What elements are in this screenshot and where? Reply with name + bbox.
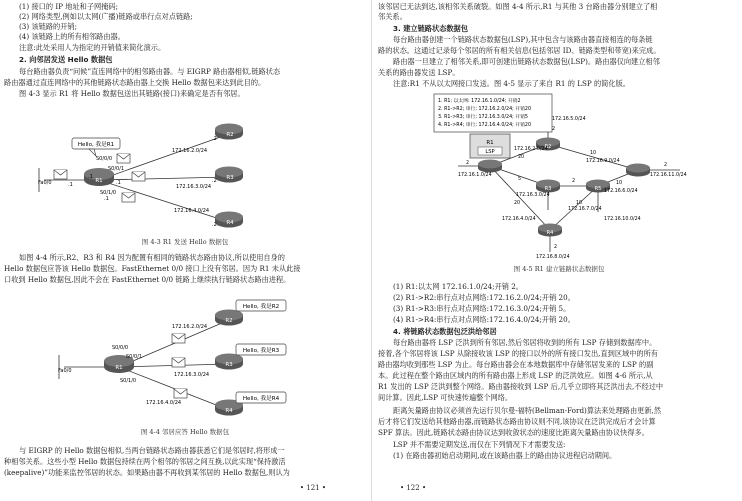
network-label: 172.16.11.0/24 xyxy=(650,173,687,178)
network-label: 172.16.7.0/24 xyxy=(568,207,602,212)
iface-label: S0/1/0 xyxy=(120,378,137,384)
envelope-icon xyxy=(174,389,187,398)
paragraph-line: LSP 并不需要定期发送,而仅在下列情况下才需要发送: xyxy=(393,440,566,449)
paragraph-line: 路的状态。这通过记录每个邻居的所有相关信息(包括邻居 ID、链路类型和带宽)来完成。 xyxy=(378,46,661,55)
cost-label: 20 xyxy=(514,201,521,206)
network-label: 172.16.2.0/24 xyxy=(172,324,208,330)
network-label: 172.16.5.0/24 xyxy=(552,117,586,122)
paragraph-line: SPF 算法。因此,链路状态路由协议达到收敛状态的速度比距离矢量路由协议快得多。 xyxy=(378,428,649,437)
router-icon xyxy=(626,164,650,177)
list-item: (3) R1->R3:串行点对点网络:172.16.3.0/24;开销 5。 xyxy=(393,304,571,313)
paragraph-line: 该邻居已无法到达,该相邻关系破裂。如图 4-4 所示,R1 与其他 3 台路由器分别建立了相 xyxy=(378,2,658,11)
section-heading: 4. 将链路状态数据包泛洪给邻居 xyxy=(393,327,497,336)
network-label: 172.16.4.0/24 xyxy=(502,217,536,222)
paragraph-line: 路由器一旦建立了相邻关系,即可创建出链路状态数据包(LSP)。路由器仅向建立相邻 xyxy=(393,57,660,66)
figure-caption: 图 4-3 R1 发送 Hello 数据包 xyxy=(141,238,229,246)
note: 注意:R1 不从以太网接口发送。图 4-5 显示了来自 R1 的 LSP 的简化版。 xyxy=(393,79,630,88)
page-122 xyxy=(378,0,740,501)
lsp-entry: 2. R1->R2; 串行; 172.16.2.0/24; 开销20 xyxy=(438,107,531,112)
envelope-icon xyxy=(117,154,130,163)
ip-suffix: .1 xyxy=(68,182,73,188)
network-label: 172.16.4.0/24 xyxy=(146,400,182,406)
router-label: R2 xyxy=(225,318,233,324)
figure-caption: 图 4-5 R1 建立链路状态数据包 xyxy=(513,265,605,273)
cost-label: 2 xyxy=(466,161,470,166)
paragraph-line: 每台路由器创建一个链路状态数据包(LSP),其中包含与该路由器直接相连的每条链 xyxy=(393,35,653,44)
list-item: (1) 在路由器初始启动期间,或在该路由器上的路由协议进程启动期间。 xyxy=(393,451,617,460)
ip-suffix: .1 xyxy=(88,174,93,180)
paragraph-line: 每台路由器负责“问候”直连网络中的相邻路由器。与 EIGRP 路由器相似,链路状态 xyxy=(19,67,281,76)
iface-label: Fa0/0 xyxy=(38,180,52,186)
paragraph-line: 邻关系。 xyxy=(378,12,407,21)
envelope-icon xyxy=(122,193,135,202)
network-label: 172.16.2.0/24 xyxy=(172,148,208,154)
paragraph-line: R1 发出的 LSP 泛洪到整个网络。路由器接收到 LSP 后,几乎立即将其泛洪出去,不经过中 xyxy=(378,382,664,391)
section-heading: 2. 向邻居发送 Hello 数据包 xyxy=(19,55,113,64)
ip-suffix: .1 xyxy=(116,180,121,186)
iface-label: S0/0/0 xyxy=(96,156,113,162)
hello-bubble-text: Hello, 我是R4 xyxy=(242,396,280,402)
cost-label: 20 xyxy=(518,155,525,160)
list-item: (4) R1->R4:串行点对点网络:172.16.4.0/24;开销 20。 xyxy=(393,315,575,324)
paragraph-line: 路由器通过直连网络中的其他链路状态路由器上交换 Hello 数据包来达到此目的。 xyxy=(4,78,266,87)
router-label: R4 xyxy=(546,230,554,236)
lsp-entry: 3. R1->R3; 串行; 172.16.3.0/24; 开销5 xyxy=(438,115,528,120)
router-label: R4 xyxy=(225,408,233,414)
list-item: (3) 该链路的开销; xyxy=(19,22,78,31)
list-item: (1) 接口的 IP 地址和子网掩码; xyxy=(19,2,119,11)
network-label: 172.16.6.0/24 xyxy=(604,189,638,194)
iface-label: S0/0/1 xyxy=(108,166,125,172)
paragraph-line: (keepalive)”功能来监控邻居的状态。如果路由器不再收到某邻居的 Hello 数据包,则认为 xyxy=(4,468,290,477)
list-item: (2) R1->R2:串行点对点网络:172.16.2.0/24;开销 20。 xyxy=(393,293,575,302)
router-label: R4 xyxy=(226,220,234,226)
cost-label: 2 xyxy=(664,163,668,168)
ip-suffix: .2 xyxy=(212,136,217,142)
figure-caption: 图 4-4 邻居应答 Hello 数据包 xyxy=(140,428,230,436)
figure-4-5 xyxy=(418,92,708,262)
cost-label: 10 xyxy=(616,181,623,186)
lsp-entry: 1. R1: 以太网: 172.16.1.0/24; 开销2 xyxy=(438,99,521,104)
envelope-icon xyxy=(54,170,67,179)
cost-label: 5 xyxy=(518,177,522,182)
router-label: R2 xyxy=(226,132,234,138)
hello-bubble-text: Hello, 我是R1 xyxy=(77,142,115,148)
paragraph-line: Hello 数据包应答该 Hello 数据包。FastEthernet 0/0 接口上没有邻居。因为 R1 未从此接 xyxy=(4,264,301,273)
paragraph-line: 后才将它们发送给其他路由器,而链路状态路由协议则不同,该协议在泛洪完成后才会计算 xyxy=(378,417,656,426)
paragraph-line: 每台路由器将 LSP 泛洪到所有邻居,然后邻居将收到的所有 LSP 存储到数据库中。 xyxy=(393,338,657,347)
paragraph-line: 距离矢量路由协议必须首先运行贝尔曼-福特(Bellman-Ford)算法来处理路由更新,然 xyxy=(393,406,662,415)
router-label: R3 xyxy=(226,175,234,181)
paragraph-line: 与 EIGRP 的 Hello 数据包相似,当两台链路状态路由器获悉它们是邻居时,将形成一 xyxy=(19,446,285,455)
network-label: 172.16.3.0/24 xyxy=(516,193,550,198)
lsp-entry: 4. R1->R4; 串行; 172.16.4.0/24; 开销20 xyxy=(438,123,531,128)
list-item: (4) 该链路上的所有相邻路由器。 xyxy=(19,32,125,41)
iface-label: Fa0/0 xyxy=(58,368,72,374)
figure-4-4 xyxy=(24,292,344,424)
paragraph-line: 种相邻关系。这些小型 Hello 数据包持续在两个相邻的邻居之间互换,以此实现“保持激活 xyxy=(4,457,286,466)
ip-suffix: .2 xyxy=(212,222,217,228)
paragraph-line: 口收到 Hello 数据包,因此不会在 FastEthernet 0/0 链路上继续执行链路状态路由进程。 xyxy=(4,275,291,284)
lsp-label: LSP xyxy=(485,149,495,155)
page-number: • 121 • xyxy=(299,484,326,492)
iface-label: S0/1/0 xyxy=(100,190,117,196)
cost-label: 2 xyxy=(554,245,558,250)
network-label: 172.16.3.0/24 xyxy=(174,372,210,378)
network-label: 172.16.3.0/24 xyxy=(176,184,212,190)
iface-label: S0/0/1 xyxy=(126,354,143,360)
router-label: R3 xyxy=(225,362,233,368)
cost-label: 2 xyxy=(572,179,576,184)
paragraph-line: 本。此过程在整个路由区域内的所有路由器上形成 LSP 的泛洪效应。如图 4-6 所示,从 xyxy=(378,371,653,380)
ip-suffix: .2 xyxy=(212,178,217,184)
page-121 xyxy=(4,0,366,501)
section-heading: 3. 建立链路状态数据包 xyxy=(393,24,468,33)
router-label: R2 xyxy=(544,144,552,150)
network-label: 172.16.8.0/24 xyxy=(536,255,570,260)
paragraph-line: 关系的路由器发送 LSP。 xyxy=(378,68,460,77)
router-label: R3 xyxy=(544,186,552,192)
page-number: • 122 • xyxy=(400,484,427,492)
page-gutter xyxy=(371,0,372,501)
list-item: (1) R1:以太网 172.16.1.0/24;开销 2。 xyxy=(393,282,523,291)
router-label: R5 xyxy=(594,186,602,192)
list-item: (2) 网络类型,例如以太网(广播)链路或串行点对点链路; xyxy=(19,12,193,21)
hello-bubble-text: Hello, 我是R3 xyxy=(242,348,280,354)
router-r1-icon xyxy=(478,160,502,173)
envelope-icon xyxy=(132,172,145,181)
ip-suffix: .1 xyxy=(104,196,109,202)
router-label: R1 xyxy=(95,178,103,184)
iface-label: S0/0/0 xyxy=(112,345,129,351)
paragraph-line: 图 4-3 显示 R1 将 Hello 数据包送出其链路(接口)来确定是否有邻居。 xyxy=(19,89,245,98)
hello-bubble-text: Hello, 我是R2 xyxy=(242,304,280,310)
network-label: 172.16.1.0/24 xyxy=(458,173,492,178)
router-label: R1 xyxy=(115,365,123,371)
paragraph-line: 接着,各个邻居将该 LSP 从除接收该 LSP 的接口以外的所有接口发出,直到区域中的所有 xyxy=(378,349,658,358)
note: 注意:此处采用人为指定的开销值来简化演示。 xyxy=(19,43,166,52)
network-label: 172.16.4.0/24 xyxy=(174,208,210,214)
cost-label: 10 xyxy=(590,151,597,156)
network-label: 172.16.2.0/24 xyxy=(514,147,548,152)
paragraph-line: 路由器均收到那些 LSP 为止。每台路由器会在本地数据库中存储邻居发来的 LSP 的副 xyxy=(378,360,654,369)
network-label: 172.16.10.0/24 xyxy=(604,217,641,222)
envelope-icon xyxy=(172,334,185,343)
cost-label: 10 xyxy=(576,201,583,206)
paragraph-line: 间计算。因此,LSP 可快速传遍整个网络。 xyxy=(378,393,513,402)
envelope-icon xyxy=(172,358,185,367)
router-label: R1 xyxy=(486,140,494,146)
cost-label: 2 xyxy=(552,127,556,132)
figure-4-3 xyxy=(24,102,344,236)
paragraph-line: 如图 4-4 所示,R2、R3 和 R4 因为配置有相同的链路状态路由协议,所以使用自身的 xyxy=(19,253,285,262)
network-label: 172.16.9.0/24 xyxy=(586,159,620,164)
